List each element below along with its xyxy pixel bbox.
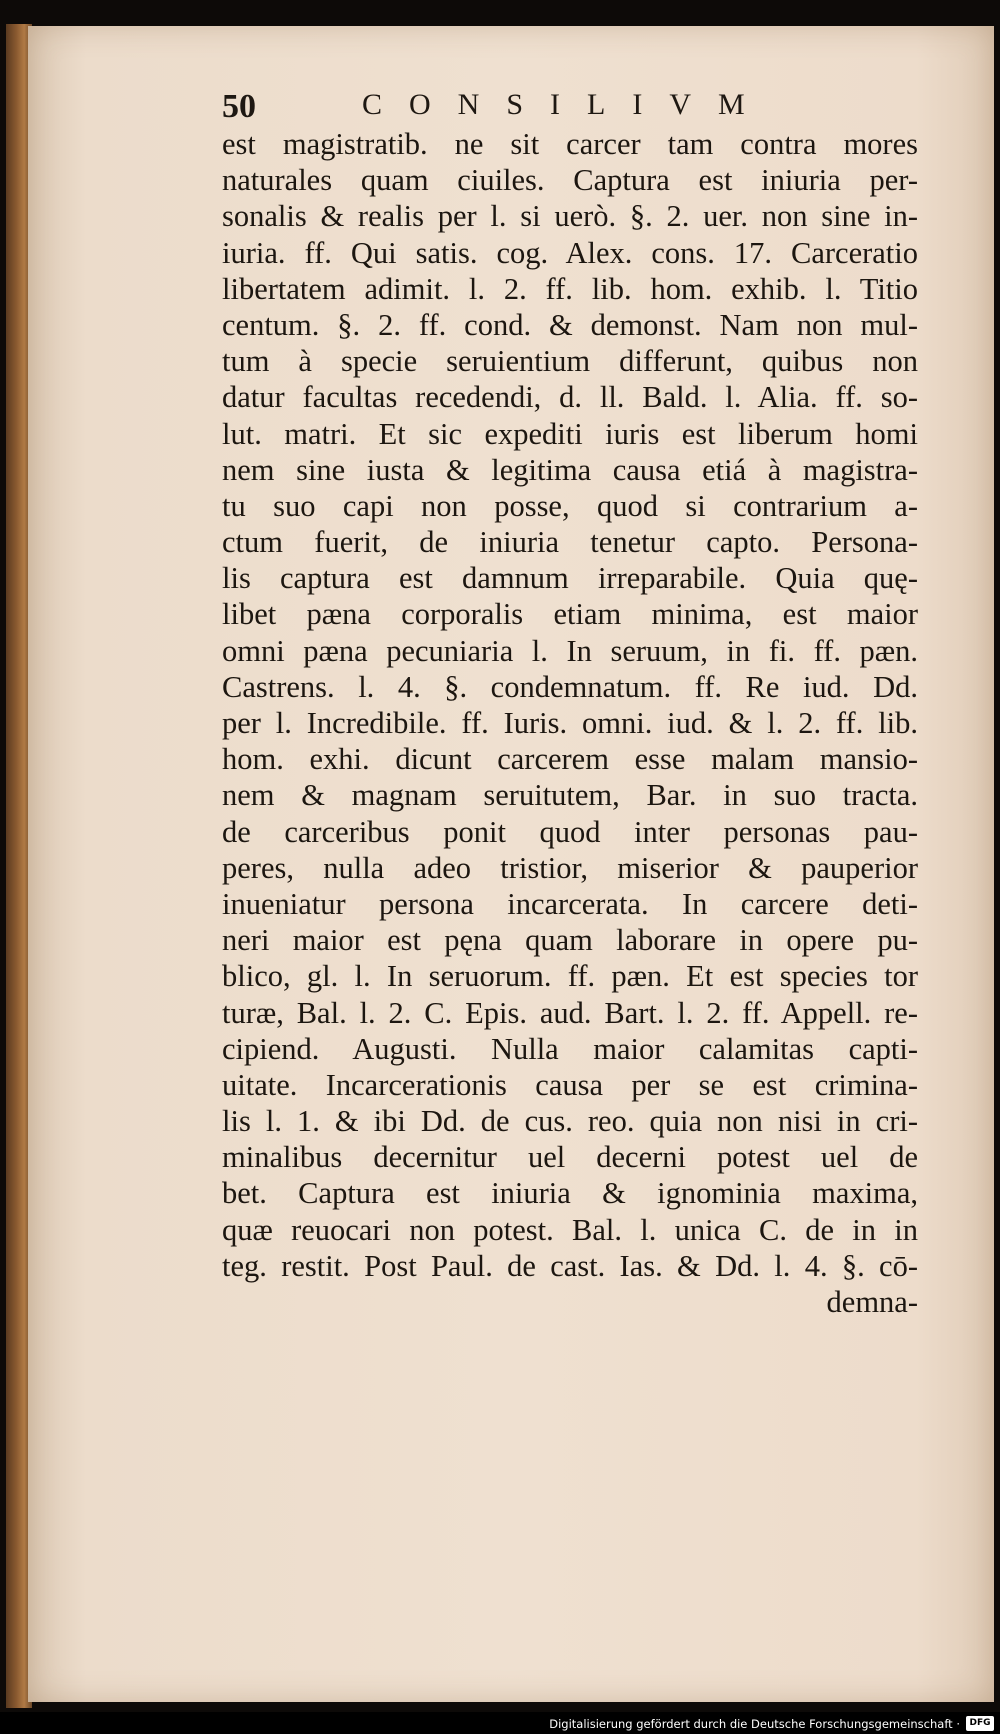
text-line: nem sine iusta & legitima causa etiá à magistra- [222, 452, 918, 487]
text-line: inueniatur persona incarcerata. In carcere deti- [222, 886, 918, 921]
page-header [222, 86, 822, 130]
text-line: quæ reuocari non potest. Bal. l. unica C. de in in [222, 1212, 918, 1247]
text-line: lut. matri. Et sic expediti iuris est liberum homi [222, 416, 918, 451]
text-line: est magistratib. ne sit carcer tam contra mores [222, 127, 918, 161]
text-line: cipiend. Augusti. Nulla maior calamitas capti- [222, 1031, 918, 1066]
text-line: turæ, Bal. l. 2. C. Epis. aud. Bart. l. 2. ff. Appell. re- [222, 995, 918, 1030]
text-line: peres, nulla adeo tristior, miserior & pauperior [222, 850, 918, 885]
text-line: neri maior est pęna quam laborare in opere pu- [222, 923, 918, 958]
text-line: ctum fuerit, de iniuria tenetur capto. Persona- [222, 525, 918, 560]
text-line: per l. Incredibile. ff. Iuris. omni. iud. & l. 2. ff. lib. [222, 706, 918, 740]
text-line: omni pæna pecuniaria l. In seruum, in fi. ff. pæn. [222, 633, 918, 668]
text-line: libet pæna corporalis etiam minima, est maior [222, 597, 918, 632]
text-line: naturales quam ciuiles. Captura est iniuria per- [222, 163, 918, 198]
text-line: Castrens. l. 4. §. condemnatum. ff. Re iud. Dd. [222, 669, 918, 704]
page-number: 50 [222, 88, 256, 125]
text-line: hom. exhi. dicunt carcerem esse malam mansio- [222, 742, 918, 777]
text-line: bet. Captura est iniuria & ignominia maxima, [222, 1176, 918, 1211]
text-line: datur facultas recedendi, d. ll. Bald. l. Alia. ff. so- [222, 380, 918, 415]
text-line: lis captura est damnum irreparabile. Quia quę- [222, 561, 918, 596]
catchword: demna- [826, 1285, 918, 1319]
footer-bar [0, 1712, 1000, 1734]
funding-credit: Digitalisierung gefördert durch die Deutsche Forschungsgemeinschaft · [549, 1717, 960, 1731]
running-head: CONSILIVM [362, 88, 772, 121]
text-line: nem & magnam seruitutem, Bar. in suo tracta. [222, 778, 918, 813]
text-line: libertatem adimit. l. 2. ff. lib. hom. exhib. l. Titio [222, 271, 918, 306]
text-line: uitate. Incarcerationis causa per se est crimina- [222, 1067, 918, 1102]
text-line: minalibus decernitur uel decerni potest uel de [222, 1140, 918, 1175]
text-line: lis l. 1. & ibi Dd. de cus. reo. quia non nisi in cri- [222, 1104, 918, 1139]
text-line: iuria. ff. Qui satis. cog. Alex. cons. 17. Carceratio [222, 235, 918, 270]
text-line: teg. restit. Post Paul. de cast. Ias. & Dd. l. 4. §. cō- [222, 1248, 918, 1283]
text-line: tu suo capi non posse, quod si contrarium a- [222, 488, 918, 523]
dfg-logo: DFG [966, 1716, 994, 1731]
text-line: blico, gl. l. In seruorum. ff. pæn. Et est species tor [222, 959, 918, 994]
text-line: de carceribus ponit quod inter personas pau- [222, 814, 918, 849]
body-text [222, 126, 918, 1320]
text-line: centum. §. 2. ff. cond. & demonst. Nam non mul- [222, 307, 918, 342]
text-line: tum à specie seruientium differunt, quibus non [222, 344, 918, 379]
text-line: sonalis & realis per l. si uerò. §. 2. uer. non sine in- [222, 199, 918, 234]
